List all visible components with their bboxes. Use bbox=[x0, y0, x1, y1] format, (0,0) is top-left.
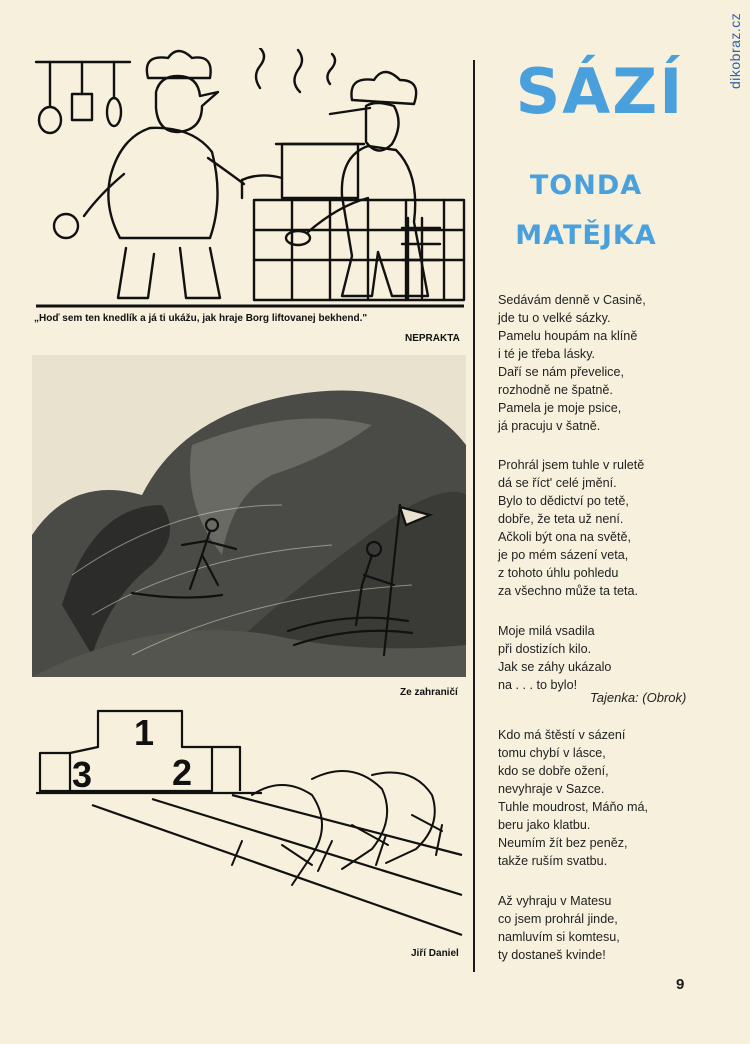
verse-line: za všechno může ta teta. bbox=[498, 584, 639, 598]
cooks-caption: „Hoď sem ten knedlík a já ti ukážu, jak hraje Borg liftovanej bekhend." bbox=[34, 313, 368, 324]
verse-line: nevyhraje v Sazce. bbox=[498, 782, 605, 796]
verse-line: Bylo to dědictví po tetě, bbox=[498, 494, 629, 508]
stanza-2 bbox=[498, 456, 708, 600]
podium-cartoon bbox=[32, 705, 466, 943]
verse-line: jde tu o velké sázky. bbox=[498, 311, 611, 325]
column-divider bbox=[473, 60, 475, 972]
verse-line: Pamelu houpám na klíně bbox=[498, 329, 638, 343]
verse-line: Neumím žít bez peněz, bbox=[498, 836, 628, 850]
verse-line: já pracuju v šatně. bbox=[498, 419, 601, 433]
podium-number-3: 3 bbox=[72, 754, 93, 795]
verse-line: Pamela je moje psice, bbox=[498, 401, 622, 415]
page-number: 9 bbox=[676, 976, 685, 993]
verse-line: Kdo má štěstí v sázení bbox=[498, 728, 626, 742]
verse-line: Až vyhraju v Matesu bbox=[498, 894, 612, 908]
stanza-1 bbox=[498, 291, 708, 435]
verse-line: při dostizích kilo. bbox=[498, 642, 592, 656]
verse-line: Ačkoli být ona na světě, bbox=[498, 530, 632, 544]
tajenka: Tajenka: (Obrok) bbox=[590, 690, 687, 705]
wave-cartoon bbox=[32, 355, 466, 677]
wave-credit: Ze zahraničí bbox=[400, 687, 458, 698]
verse-line: Tuhle moudrost, Máňo má, bbox=[498, 800, 649, 814]
verse-line: takže ruším svatbu. bbox=[498, 854, 608, 868]
stanza-4 bbox=[498, 726, 708, 870]
verse-line: Prohrál jsem tuhle v ruletě bbox=[498, 458, 645, 472]
verse-line: Daří se nám převelice, bbox=[498, 365, 624, 379]
author-first-name: TONDA bbox=[529, 170, 643, 201]
stanza-3 bbox=[498, 622, 708, 694]
watermark: dikobraz.cz bbox=[727, 12, 743, 90]
verse-line: rozhodně ne špatně. bbox=[498, 383, 613, 397]
poem-title: SÁZÍ bbox=[515, 55, 685, 128]
cooks-cartoon bbox=[30, 48, 466, 310]
stanza-5 bbox=[498, 892, 708, 964]
podium-number-2: 2 bbox=[172, 752, 193, 793]
cooks-credit: NEPRAKTA bbox=[405, 333, 460, 344]
podium-number-1: 1 bbox=[134, 712, 155, 753]
verse-line: Jak se záhy ukázalo bbox=[498, 660, 612, 674]
verse-line: i té je třeba lásky. bbox=[498, 347, 596, 361]
verse-line: Moje milá vsadila bbox=[498, 624, 595, 638]
author-last-name: MATĚJKA bbox=[515, 220, 657, 251]
verse-line: na . . . to bylo! bbox=[498, 678, 578, 692]
verse-line: tomu chybí v lásce, bbox=[498, 746, 606, 760]
verse-line: dá se říct' celé jmění. bbox=[498, 476, 617, 490]
verse-line: z tohoto úhlu pohledu bbox=[498, 566, 619, 580]
verse-line: beru jako klatbu. bbox=[498, 818, 591, 832]
verse-line: co jsem prohrál jinde, bbox=[498, 912, 618, 926]
podium-credit: Jiří Daniel bbox=[411, 948, 459, 959]
verse-line: kdo se dobře ožení, bbox=[498, 764, 609, 778]
verse-line: dobře, že teta už není. bbox=[498, 512, 624, 526]
verse-line: Sedávám denně v Casině, bbox=[498, 293, 646, 307]
verse-line: namluvím si komtesu, bbox=[498, 930, 620, 944]
verse-line: je po mém sázení veta, bbox=[498, 548, 629, 562]
verse-line: ty dostaneš kvinde! bbox=[498, 948, 606, 962]
